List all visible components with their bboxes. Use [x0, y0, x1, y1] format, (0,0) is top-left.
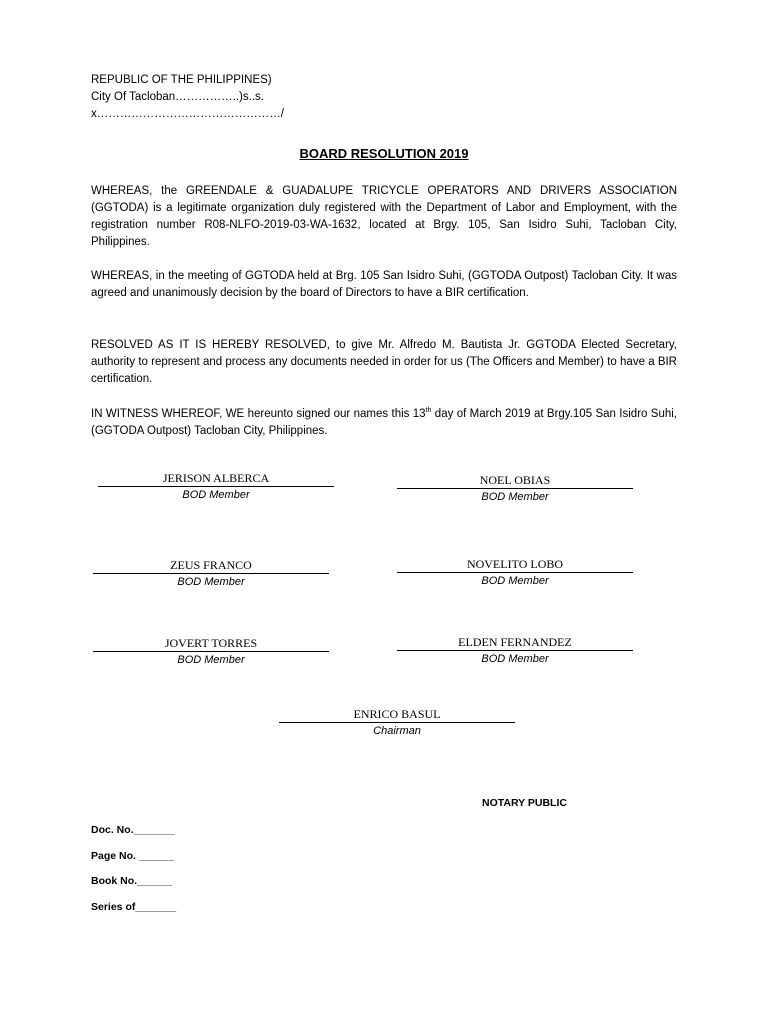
signature-line — [397, 488, 633, 489]
signature-line — [279, 722, 515, 723]
signatory-role: BOD Member — [177, 654, 245, 666]
witness-paragraph — [91, 406, 677, 440]
signatory-role: BOD Member — [481, 653, 549, 665]
caption-x-line: x…………………………………………/ — [91, 108, 284, 120]
signature-line — [98, 486, 334, 487]
doc-no-field: Doc. No._______ — [91, 824, 175, 836]
signatory-role: Chairman — [373, 725, 421, 737]
signature-block — [93, 636, 329, 666]
signature-block — [397, 557, 633, 587]
signatory-name: ELDEN FERNANDEZ — [458, 635, 572, 649]
witness-text-end: day of March 2019 at Brgy.105 San Isidro Suhi,(GGTODA Outpost) Tacloban City, Philippines. — [91, 408, 677, 437]
book-no-field: Book No.______ — [91, 875, 173, 887]
notary-public-heading: NOTARY PUBLIC — [482, 797, 567, 809]
signature-line — [397, 650, 633, 651]
signature-block — [397, 635, 633, 665]
signatory-name: JERISON ALBERCA — [162, 471, 270, 485]
signatory-role: BOD Member — [182, 489, 250, 501]
caption-republic: REPUBLIC OF THE PHILIPPINES) — [91, 74, 272, 86]
signature-line — [93, 651, 329, 652]
signatory-role: BOD Member — [481, 575, 549, 587]
signature-block — [93, 558, 329, 588]
signature-block-chairman — [279, 707, 515, 737]
signatory-role: BOD Member — [481, 491, 549, 503]
signatory-name: NOVELITO LOBO — [466, 557, 564, 571]
signature-line — [397, 572, 633, 573]
signatory-name: NOEL OBIAS — [479, 473, 551, 487]
witness-text-start: IN WITNESS WHEREOF, WE hereunto signed our names this 13 — [91, 408, 426, 420]
signature-block — [397, 473, 633, 503]
witness-ordinal-suffix: th — [425, 407, 432, 415]
resolved-paragraph: RESOLVED AS IT IS HEREBY RESOLVED, to give Mr. Alfredo M. Bautista Jr. GGTODA Elected Secretary, authority to represent and process any documents needed in order for us (The Officers and Member) to have a BIR certification. — [91, 339, 677, 385]
signatory-role: BOD Member — [177, 576, 245, 588]
document-title: BOARD RESOLUTION 2019 — [299, 146, 469, 161]
signature-block — [98, 471, 334, 501]
signatory-name: JOVERT TORRES — [164, 636, 258, 650]
page-no-field: Page No. ______ — [91, 850, 174, 862]
caption-city: City Of Tacloban……………..)s..s. — [91, 91, 264, 103]
signatory-name: ENRICO BASUL — [353, 707, 441, 721]
signatory-name: ZEUS FRANCO — [170, 558, 252, 572]
whereas-paragraph-1: WHEREAS, the GREENDALE & GUADALUPE TRICYCLE OPERATORS AND DRIVERS ASSOCIATION (GGTODA) is a legitimate organization duly registered with the Department of Labor and Employment, with the registration number R08-NLFO-2019-03-WA-1632, located at Brgy. 105, San Isidro Suhi, Tacloban City, Philippines. — [91, 185, 677, 248]
series-of-field: Series of_______ — [91, 901, 177, 913]
whereas-paragraph-2: WHEREAS, in the meeting of GGTODA held at Brg. 105 San Isidro Suhi, (GGTODA Outpost) Tacloban City. It was agreed and unanimously decision by the board of Directors to have a BIR certification. — [91, 270, 677, 299]
signature-line — [93, 573, 329, 574]
